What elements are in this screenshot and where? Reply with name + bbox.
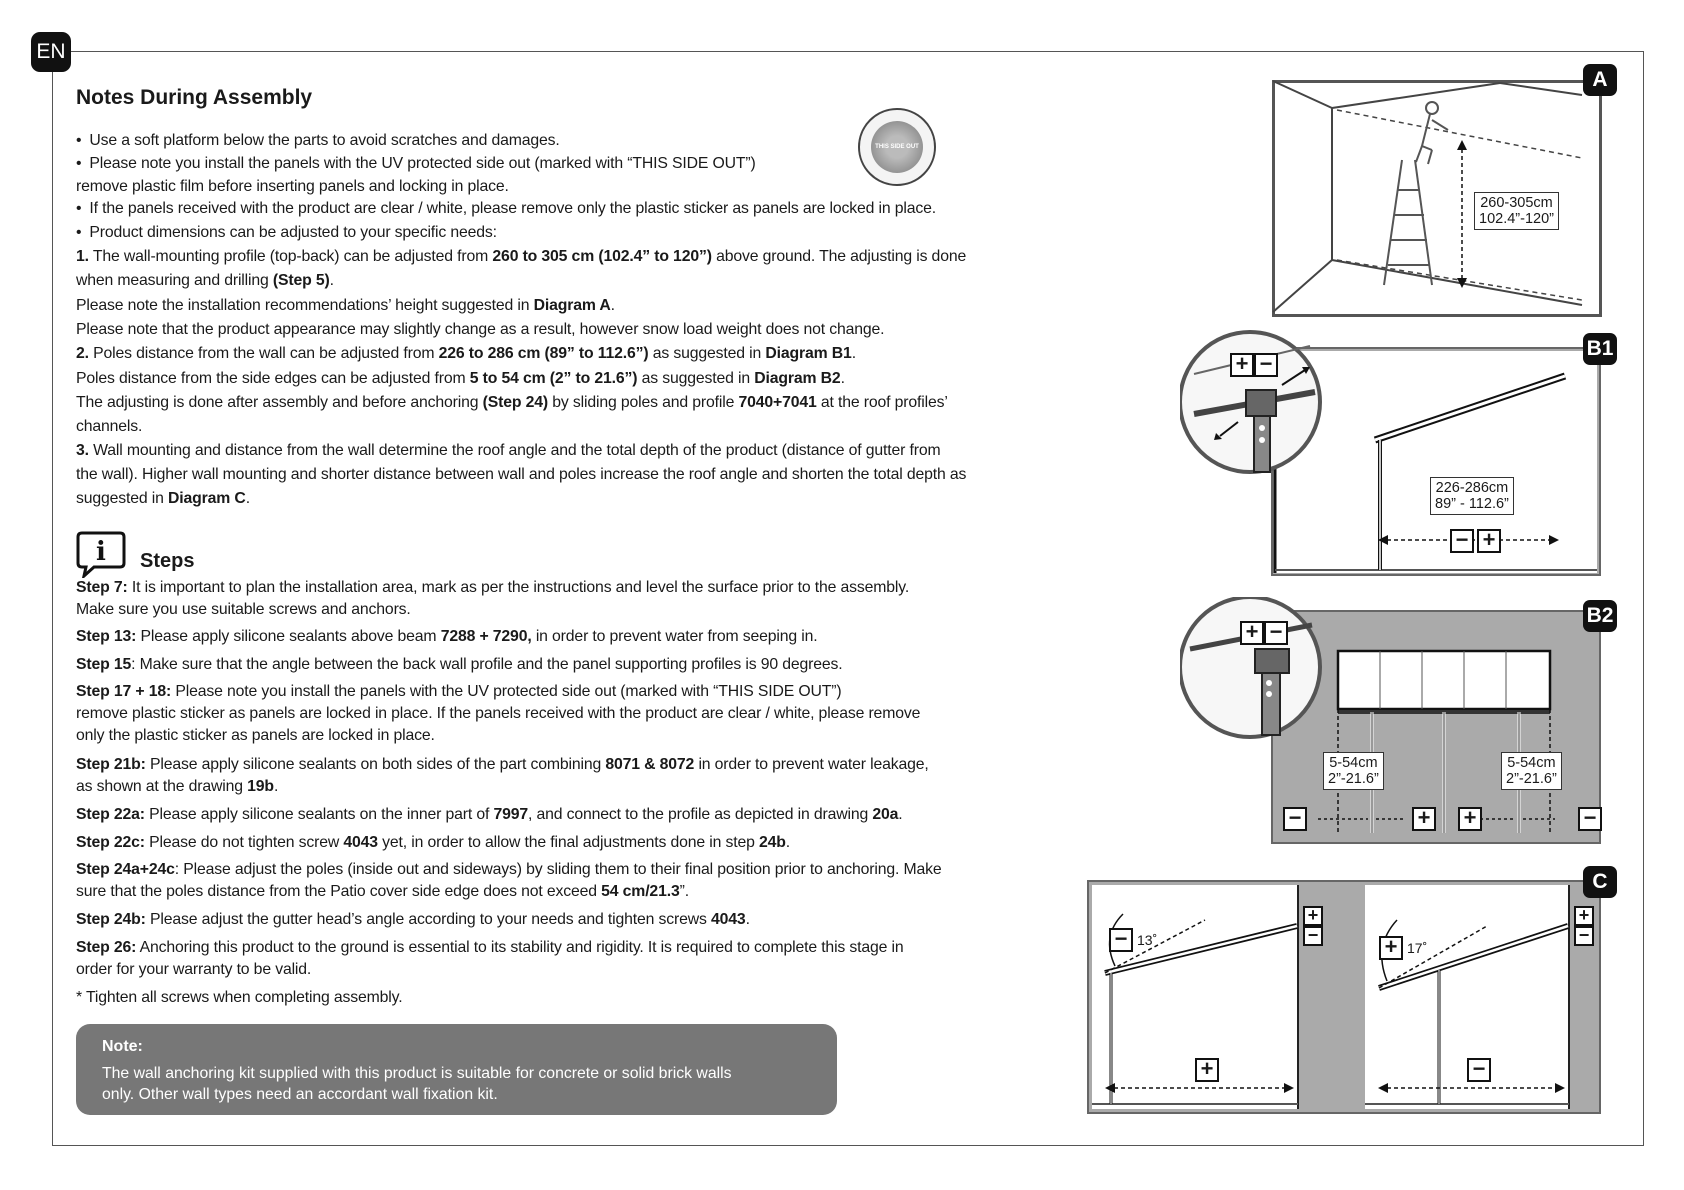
note-para-2: channels. — [76, 418, 143, 435]
step-7: Step 7: It is important to plan the installation area, mark as per the instructions and level the surface prior to the assembly. Make sure you use suitable screws and anchors. — [76, 579, 910, 618]
plus-icon: + — [1458, 807, 1482, 831]
plus-icon: + — [1303, 906, 1323, 926]
note-para-1: Please note that the product appearance may slightly change as a result, however snow load weight does not change. — [76, 321, 885, 338]
note-para-2: 2. Poles distance from the wall can be adjusted from 226 to 286 cm (89” to 112.6”) as suggested in Diagram B1. — [76, 345, 856, 362]
minus-icon: − — [1467, 1058, 1491, 1082]
roof-angle-label: 17˚ — [1407, 940, 1428, 956]
minus-icon: − — [1109, 928, 1133, 952]
note-bullet: • Please note you install the panels with the UV protected side out (marked with “THIS SIDE OUT”) — [76, 152, 756, 176]
roof-angle-label: 13˚ — [1137, 932, 1158, 948]
diagram-b2 — [1180, 597, 1614, 845]
minus-icon: − — [1254, 353, 1278, 377]
step-26: Step 26: Anchoring this product to the ground is essential to its stability and rigidity. It is required to complete this stage in order for your warranty to be valid. — [76, 939, 904, 978]
info-speech-icon — [76, 530, 126, 578]
plus-icon: + — [1379, 936, 1403, 960]
step-24a-24c: Step 24a+24c: Please adjust the poles (inside out and sideways) by sliding them to their final position prior to anchoring. Make sure that the poles distance from the Patio cover side edge does not exceed 54 cm/21.3”. — [76, 861, 942, 900]
diagram-label: B1 — [1583, 333, 1617, 365]
note-para-2: Poles distance from the side edges can be adjusted from 5 to 54 cm (2” to 21.6”) as suggested in Diagram B2. — [76, 370, 845, 387]
note-bullet: • Use a soft platform below the parts to avoid scratches and damages. — [76, 129, 560, 153]
minus-icon: − — [1450, 529, 1474, 553]
note-title: Note: — [102, 1038, 143, 1055]
note-para-2: The adjusting is done after assembly and before anchoring (Step 24) by sliding poles and profile 7040+7041 at the roof profiles’ — [76, 394, 948, 411]
note-box — [76, 1024, 837, 1115]
plus-icon: + — [1240, 621, 1264, 645]
step-17-18: Step 17 + 18: Please note you install the panels with the UV protected side out (marked with “THIS SIDE OUT”) remove plastic sticker as panels are locked in place. If the panels received with the product are clear / white, please remove only the plastic sticker as panels are locked in place. — [76, 683, 921, 744]
minus-icon: − — [1303, 926, 1323, 946]
svg-text:i: i — [96, 537, 106, 567]
tighten-note: * Tighten all screws when completing assembly. — [76, 989, 403, 1006]
plus-icon: + — [1412, 807, 1436, 831]
plus-icon: + — [1574, 906, 1594, 926]
note-para-1: Please note the installation recommendations’ height suggested in Diagram A. — [76, 297, 615, 314]
diagram-c-drawing — [1087, 866, 1602, 1115]
diagram-a — [1272, 68, 1608, 317]
minus-icon: − — [1283, 807, 1307, 831]
step-22c: Step 22c: Please do not tighten screw 4043 yet, in order to allow the final adjustments done in step 24b. — [76, 834, 790, 851]
left-edge-measurement: 5-54cm 2”-21.6” — [1323, 752, 1384, 790]
note-bullet: • Product dimensions can be adjusted to your specific needs: — [76, 221, 497, 245]
this-side-out-stamp — [858, 108, 936, 186]
minus-icon: − — [1578, 807, 1602, 831]
note-line: only. Other wall types need an accordant wall fixation kit. — [102, 1086, 498, 1103]
diagram-label: A — [1583, 64, 1617, 96]
step-22a: Step 22a: Please apply silicone sealants on the inner part of 7997, and connect to the profile as depicted in drawing 20a. — [76, 806, 903, 823]
distance-measurement: 226-286cm 89” - 112.6” — [1430, 477, 1514, 515]
plus-icon: + — [1230, 353, 1254, 377]
note-para-3: 3. Wall mounting and distance from the wall determine the roof angle and the total depth of the product (distance of gutter from — [76, 442, 941, 459]
step-15: Step 15: Make sure that the angle between the back wall profile and the panel supporting profiles is 90 degrees. — [76, 656, 843, 673]
step-24b: Step 24b: Please adjust the gutter head’s angle according to your needs and tighten screws 4043. — [76, 911, 750, 928]
note-para-3: the wall). Higher wall mounting and shorter distance between wall and poles increase the roof angle and shorten the total depth as — [76, 466, 967, 483]
minus-icon: − — [1574, 926, 1594, 946]
note-para-3: suggested in Diagram C. — [76, 490, 250, 507]
stamp-text: THIS SIDE OUT — [871, 121, 923, 173]
diagram-c — [1087, 866, 1608, 1115]
plus-icon: + — [1195, 1058, 1219, 1082]
right-edge-measurement: 5-54cm 2”-21.6” — [1501, 752, 1562, 790]
note-bullet: • If the panels received with the product are clear / white, please remove only the plastic sticker as panels are locked in place. — [76, 197, 936, 221]
notes-title: Notes During Assembly — [76, 86, 313, 109]
diagram-label: C — [1583, 866, 1617, 898]
note-para-1: 1. The wall-mounting profile (top-back) can be adjusted from 260 to 305 cm (102.4” to 120”) above ground. The adjusting is done — [76, 248, 967, 265]
note-bullet-cont: remove plastic film before inserting panels and locking in place. — [76, 178, 509, 195]
note-line: The wall anchoring kit supplied with this product is suitable for concrete or solid brick walls — [102, 1065, 732, 1082]
minus-icon: − — [1264, 621, 1288, 645]
height-measurement: 260-305cm 102.4”-120” — [1474, 192, 1559, 230]
note-para-1: when measuring and drilling (Step 5). — [76, 272, 334, 289]
step-21b: Step 21b: Please apply silicone sealants on both sides of the part combining 8071 & 8072 in order to prevent water leakage, as shown at the drawing 19b. — [76, 756, 929, 795]
steps-header — [76, 530, 194, 578]
plus-icon: + — [1477, 529, 1501, 553]
language-badge: EN — [31, 32, 71, 72]
steps-title: Steps — [140, 549, 195, 572]
step-13: Step 13: Please apply silicone sealants above beam 7288 + 7290, in order to prevent water from seeping in. — [76, 628, 818, 645]
diagram-b1 — [1180, 330, 1614, 577]
diagram-label: B2 — [1583, 600, 1617, 632]
